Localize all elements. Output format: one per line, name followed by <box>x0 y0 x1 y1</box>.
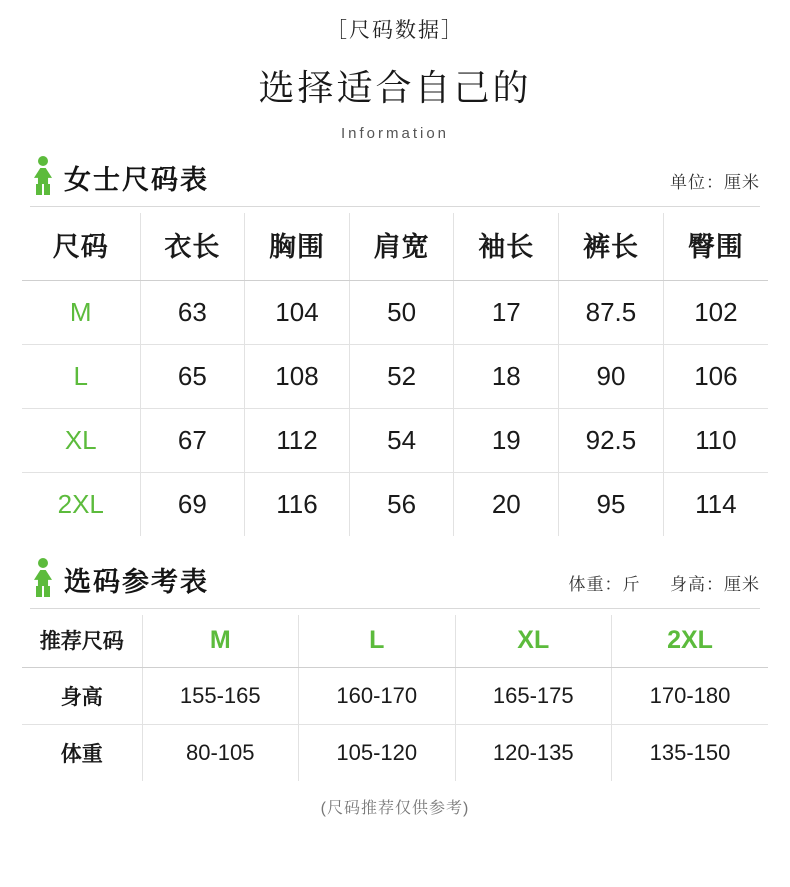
cell-height-xl: 165-175 <box>455 668 612 725</box>
col-header-sleeve: 袖长 <box>454 213 559 281</box>
weight-unit-label: 体重：斤 <box>568 575 641 594</box>
cell-length: 69 <box>140 473 245 537</box>
recommend-units <box>569 570 760 598</box>
table-row <box>22 473 768 537</box>
cell-sleeve: 18 <box>454 345 559 409</box>
col-header-shoulder: 肩宽 <box>349 213 454 281</box>
cell-hip: 102 <box>663 281 768 345</box>
cell-size: M <box>22 281 140 345</box>
cell-sleeve: 20 <box>454 473 559 537</box>
cell-height-2xl: 170-180 <box>612 668 769 725</box>
table-row <box>22 281 768 345</box>
cell-size: 2XL <box>22 473 140 537</box>
recommend-table-wrap <box>22 615 768 818</box>
female-person-icon <box>30 156 56 196</box>
page-subtitle: Information <box>340 125 450 142</box>
recommend-note: (尺码推荐仅供参考) <box>320 800 470 817</box>
cell-height-l: 160-170 <box>299 668 456 725</box>
table-header-row <box>22 213 768 281</box>
cell-shoulder: 50 <box>349 281 454 345</box>
cell-bust: 104 <box>245 281 350 345</box>
cell-shoulder: 52 <box>349 345 454 409</box>
table-row <box>22 668 768 725</box>
col-header-size-xl: XL <box>455 615 612 668</box>
cell-pants: 95 <box>559 473 664 537</box>
cell-bust: 112 <box>245 409 350 473</box>
cell-hip: 106 <box>663 345 768 409</box>
section-divider <box>30 206 760 207</box>
header-bracket-label: ［尺码数据］ <box>326 19 464 42</box>
page-title: 选择适合自己的 <box>258 67 532 108</box>
cell-size: XL <box>22 409 140 473</box>
recommend-table <box>22 615 768 781</box>
page-header <box>22 0 768 142</box>
height-unit-label: 身高：厘米 <box>670 575 760 594</box>
recommend-title: 选码参考表 <box>64 567 209 597</box>
cell-hip: 114 <box>695 489 737 519</box>
section-divider <box>30 608 760 609</box>
cell-hip: 110 <box>663 409 768 473</box>
unit-label: 单位：厘米 <box>670 173 760 192</box>
col-header-length: 衣长 <box>140 213 245 281</box>
col-header-size-2xl: 2XL <box>612 615 769 668</box>
cell-size: L <box>22 345 140 409</box>
col-header-hip: 臀围 <box>663 213 768 281</box>
cell-weight-xl: 120-135 <box>455 725 612 782</box>
cell-length: 65 <box>140 345 245 409</box>
col-header-size-l: L <box>299 615 456 668</box>
col-header-pants: 裤长 <box>559 213 664 281</box>
cell-bust: 116 <box>245 473 350 537</box>
table-row <box>22 409 768 473</box>
women-size-section-header <box>22 156 768 196</box>
row-label-weight: 体重 <box>22 725 142 782</box>
cell-weight-2xl: 135-150 <box>649 740 731 765</box>
col-header-size: 尺码 <box>22 213 140 281</box>
cell-weight-m: 80-105 <box>142 725 299 782</box>
col-header-size-m: M <box>142 615 299 668</box>
recommend-section-header <box>22 558 768 598</box>
cell-sleeve: 19 <box>454 409 559 473</box>
cell-pants: 87.5 <box>559 281 664 345</box>
female-person-icon <box>30 558 56 598</box>
women-size-title: 女士尺码表 <box>64 165 209 195</box>
size-table <box>22 213 768 536</box>
col-header-recommend-size: 推荐尺码 <box>22 615 142 668</box>
cell-shoulder: 54 <box>349 409 454 473</box>
cell-bust: 108 <box>245 345 350 409</box>
cell-pants: 90 <box>559 345 664 409</box>
cell-length: 63 <box>140 281 245 345</box>
cell-pants: 92.5 <box>559 409 664 473</box>
cell-height-m: 155-165 <box>142 668 299 725</box>
cell-length: 67 <box>140 409 245 473</box>
cell-shoulder: 56 <box>349 473 454 537</box>
row-label-height: 身高 <box>22 668 142 725</box>
table-header-row <box>22 615 768 668</box>
col-header-bust: 胸围 <box>245 213 350 281</box>
cell-weight-l: 105-120 <box>299 725 456 782</box>
table-row <box>22 725 768 782</box>
cell-sleeve: 17 <box>454 281 559 345</box>
table-row <box>22 345 768 409</box>
